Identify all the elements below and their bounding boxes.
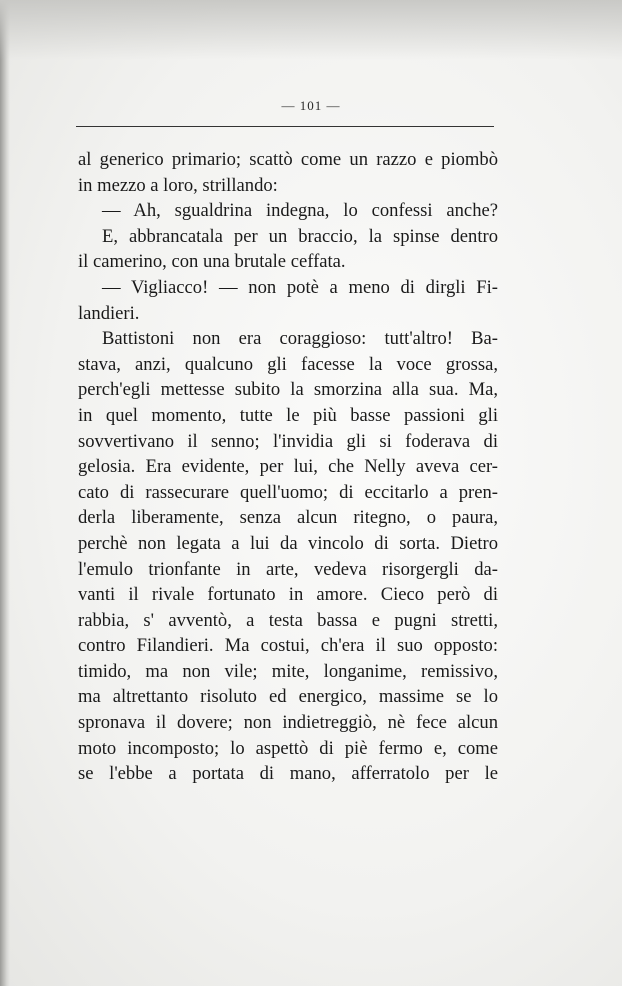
page-number: — 101 —: [281, 98, 341, 113]
text-line: stava, anzi, qualcuno gli facesse la voce grossa,: [78, 353, 498, 375]
text-line: contro Filandieri. Ma costui, ch'era il suo opposto:: [78, 635, 498, 657]
text-line: spronava il dovere; non indietreggiò, nè fece alcun: [78, 712, 498, 734]
page-binding-shadow: [0, 0, 10, 986]
body-text: [78, 147, 498, 787]
text-line: derla liberamente, senza alcun ritegno, o paura,: [78, 507, 498, 529]
text-line: gelosia. Era evidente, per lui, che Nelly aveva cer-: [78, 456, 498, 478]
text-line: — Vigliacco! — non potè a meno di dirgli Fi-: [102, 276, 498, 298]
text-line: landieri.: [78, 302, 140, 324]
text-line: sovvertivano il senno; l'invidia gli si foderava di: [78, 430, 498, 452]
text-line: perch'egli mettesse subito la smorzina alla sua. Ma,: [78, 379, 498, 401]
page-top-shadow: [0, 0, 622, 60]
text-line: ma altrettanto risoluto ed energico, massime se lo: [78, 686, 498, 708]
text-line: timido, ma non vile; mite, longanime, remissivo,: [78, 660, 498, 682]
text-line: in quel momento, tutte le più basse passioni gli: [78, 404, 498, 426]
text-line: rabbia, s' avventò, a testa bassa e pugni stretti,: [78, 609, 498, 631]
text-line: l'emulo trionfante in arte, vedeva risorgergli da-: [78, 558, 498, 580]
text-line: vanti il rivale fortunato in amore. Cieco però di: [78, 584, 498, 606]
text-line: moto incomposto; lo aspettò di piè fermo e, come: [78, 737, 498, 759]
text-line: il camerino, con una brutale ceffata.: [78, 251, 346, 273]
text-line: cato di rassecurare quell'uomo; di eccitarlo a pren-: [78, 481, 498, 503]
text-line: al generico primario; scattò come un razzo e piombò: [78, 149, 498, 170]
text-line: se l'ebbe a portata di mano, afferratolo per le: [78, 763, 498, 785]
text-line: in mezzo a loro, strillando:: [78, 174, 278, 196]
text-line: E, abbrancatala per un braccio, la spinse dentro: [102, 225, 498, 247]
header-rule: [76, 126, 494, 127]
text-line: Battistoni non era coraggioso: tutt'altro! Ba-: [102, 328, 498, 350]
text-line: — Ah, sgualdrina indegna, lo confessi anche?: [102, 200, 498, 222]
text-line: perchè non legata a lui da vincolo di sorta. Dietro: [78, 532, 498, 554]
